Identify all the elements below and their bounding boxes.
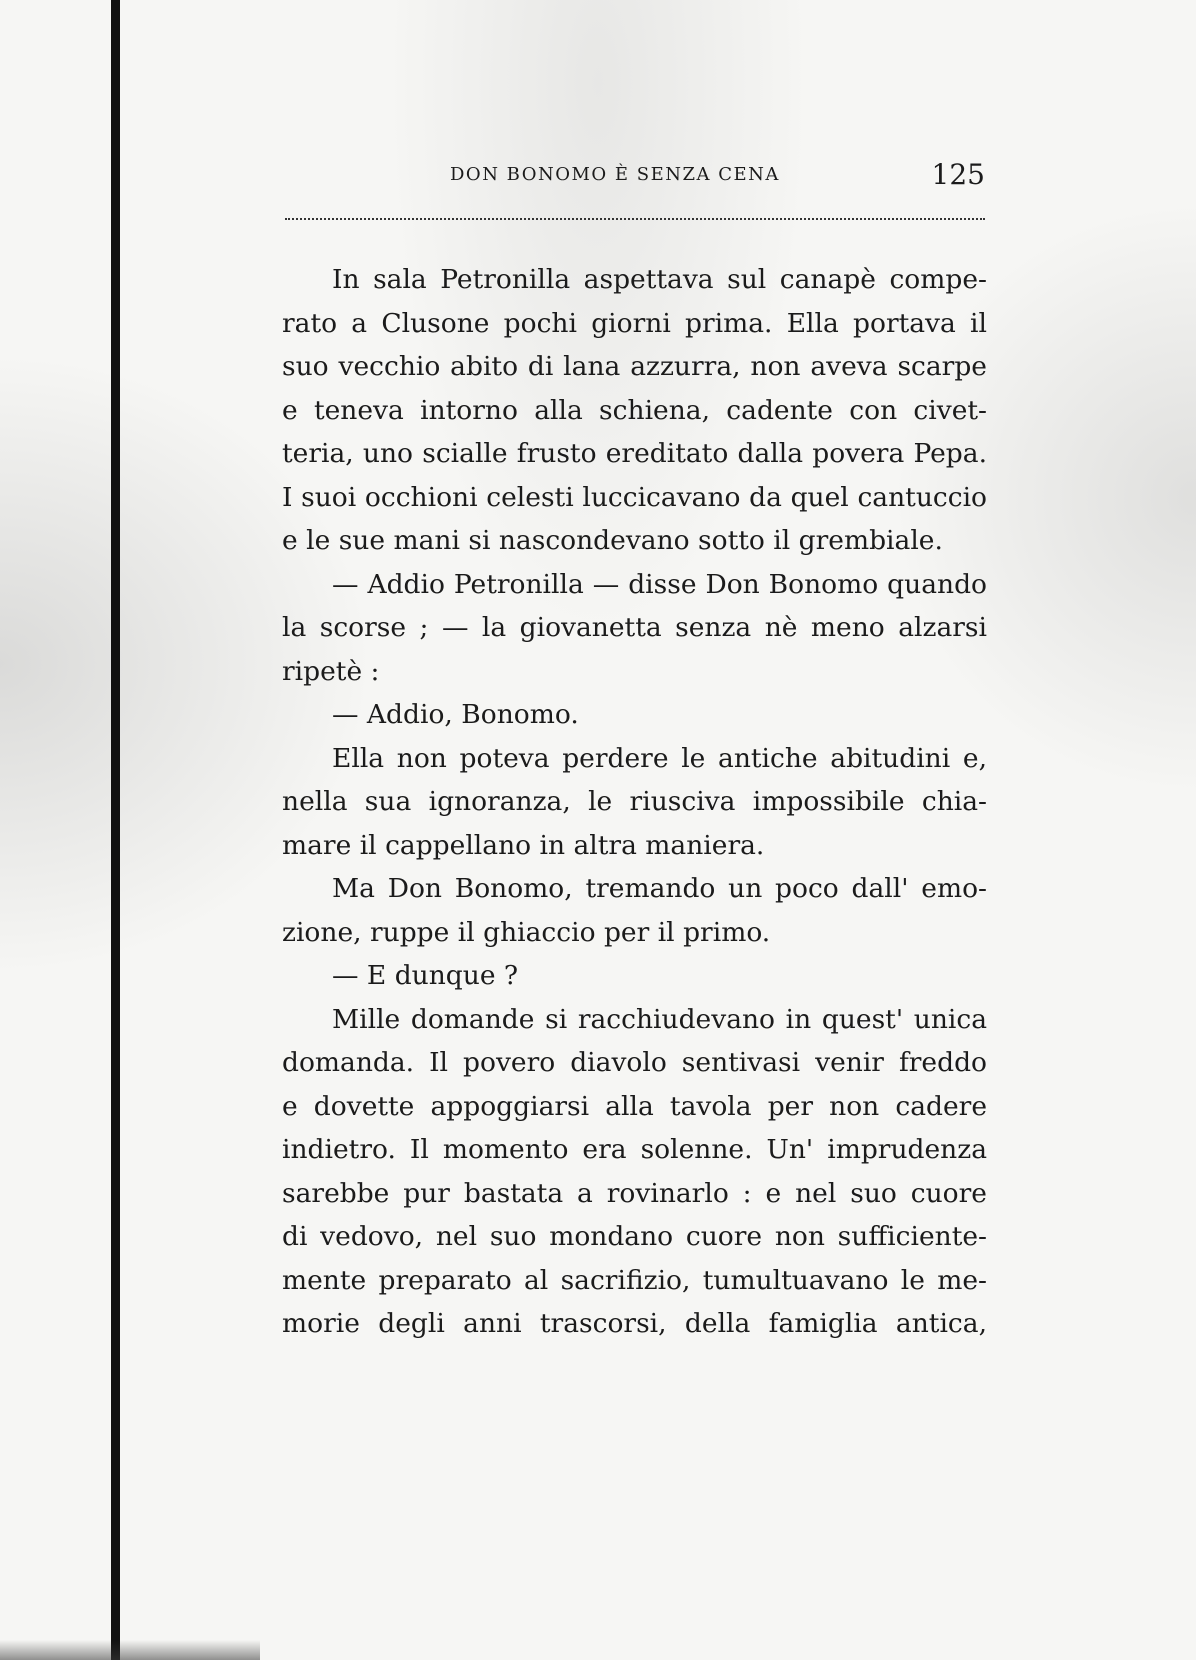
- text-line: nella sua ignoranza, le riusciva impossibile chia-: [282, 786, 987, 817]
- text-line: — E dunque ?: [332, 960, 519, 991]
- text-line: e dovette appoggiarsi alla tavola per non cadere: [282, 1090, 987, 1122]
- text-line: e le sue mani si nascondevano sotto il grembiale.: [282, 525, 943, 556]
- text-line: sarebbe pur bastata a rovinarlo : e nel suo cuore: [282, 1177, 987, 1209]
- text-line: la scorse ; — la giovanetta senza nè meno alzarsi: [282, 612, 987, 643]
- text-line: rato a Clusone pochi giorni prima. Ella portava il: [282, 307, 987, 339]
- text-line: — Addio, Bonomo.: [332, 699, 579, 730]
- page-edge-shadow: [0, 1640, 260, 1660]
- text-line: I suoi occhioni celesti luccicavano da quel cantuccio: [282, 481, 987, 513]
- text-line: e teneva intorno alla schiena, cadente con civet-: [282, 394, 987, 426]
- page-header: [285, 158, 985, 198]
- text-line: di vedovo, nel suo mondano cuore non sufficiente-: [282, 1221, 987, 1252]
- page-number: 125: [931, 158, 985, 191]
- text-line: Ma Don Bonomo, tremando un poco dall' emo-: [332, 873, 987, 904]
- binding-shadow-line: [111, 0, 120, 1660]
- text-line: suo vecchio abito di lana azzurra, non aveva scarpe: [282, 351, 987, 382]
- text-line: mente preparato al sacrifizio, tumultuavano le me-: [282, 1264, 987, 1296]
- text-line: zione, ruppe il ghiaccio per il primo.: [282, 916, 771, 948]
- text-line: teria, uno scialle frusto ereditato dalla povera Pepa.: [282, 438, 987, 469]
- text-line: mare il cappellano in altra maniera.: [282, 829, 765, 861]
- text-line: morie degli anni trascorsi, della famiglia antica,: [282, 1308, 987, 1339]
- text-line: domanda. Il povero diavolo sentivasi venir freddo: [282, 1047, 987, 1078]
- text-line: Ella non poteva perdere le antiche abitudini e,: [332, 742, 987, 774]
- text-line: ripetè :: [282, 655, 380, 687]
- text-line: — Addio Petronilla — disse Don Bonomo quando: [332, 568, 987, 600]
- text-line: indietro. Il momento era solenne. Un' imprudenza: [282, 1134, 987, 1165]
- body-text: [282, 258, 987, 1346]
- text-line: In sala Petronilla aspettava sul canapè compe-: [332, 264, 987, 295]
- header-dotted-rule: [285, 218, 985, 220]
- running-title: DON BONOMO È SENZA CENA: [450, 164, 780, 185]
- text-line: Mille domande si racchiudevano in quest' unica: [332, 1003, 987, 1035]
